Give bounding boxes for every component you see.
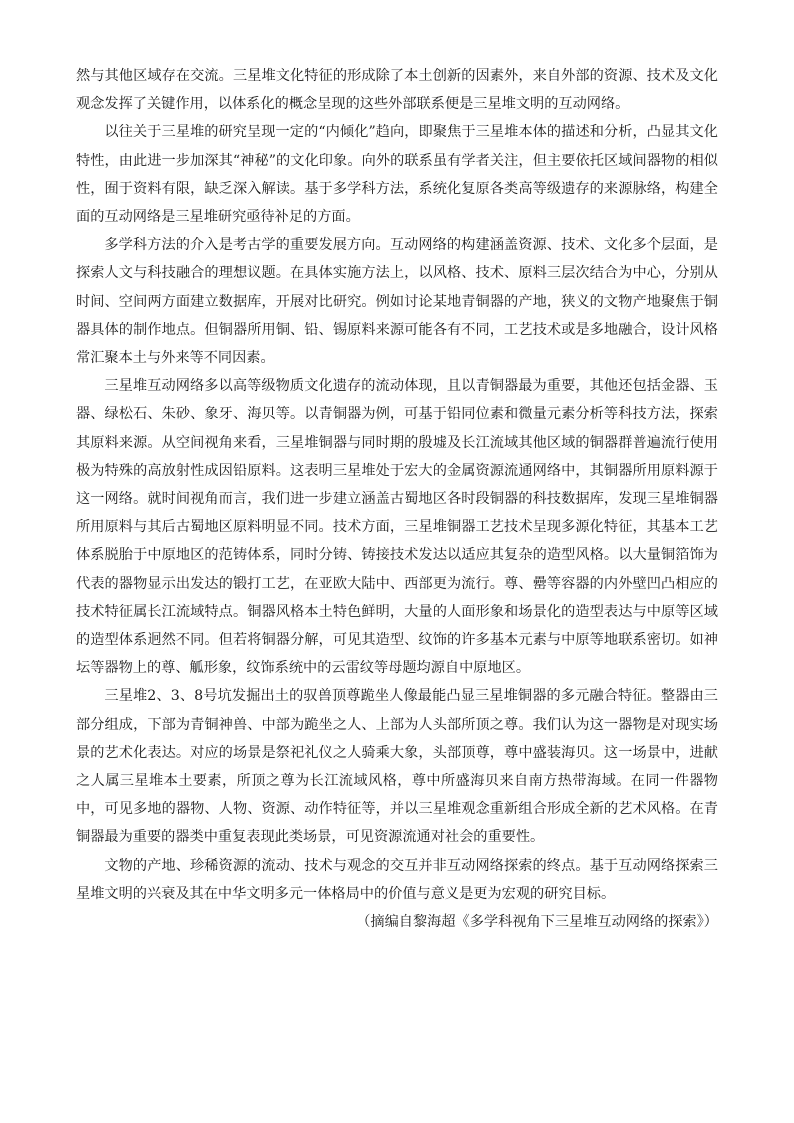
paragraph: 文物的产地、珍稀资源的流动、技术与观念的交互并非互动网络探索的终点。基于互动网络探索三星堆文明的兴衰及其在中华文明多元一体格局中的价值与意义是更为宏观的研究目标。 <box>76 857 718 902</box>
paragraph: 三星堆2、3、8号坑发掘出土的驭兽顶尊跪坐人像最能凸显三星堆铜器的多元融合特征。整器由三部分组成，下部为青铜神兽、中部为跪坐之人、上部为人头部所顶之尊。我们认为这一器物是对现实场景的艺术化表达。对应的场景是祭祀礼仪之人骑乘大象，头部顶尊，尊中盛装海贝。这一场景中，进献之人属三星堆本土要素，所顶之尊为长江流域风格，尊中所盛海贝来自南方热带海域。在同一件器物中，可见多地的器物、人物、资源、动作特征等，并以三星堆观念重新组合形成全新的艺术风格。在青铜器最为重要的器类中重复表现此类场景，可见资源流通对社会的重要性。 <box>76 688 718 846</box>
paragraph: 多学科方法的介入是考古学的重要发展方向。互动网络的构建涵盖资源、技术、文化多个层面，是探索人文与科技融合的理想议题。在具体实施方法上，以风格、技术、原料三层次结合为中心，分别从时间、空间两方面建立数据库，开展对比研究。例如讨论某地青铜器的产地，狭义的文物产地聚焦于铜器具体的制作地点。但铜器所用铜、铅、锡原料来源可能各有不同，工艺技术或是多地融合，设计风格常汇聚本土与外来等不同因素。 <box>76 237 718 367</box>
paragraph: 以往关于三星堆的研究呈现一定的“内倾化”趋向，即聚焦于三星堆本体的描述和分析，凸显其文化特性，由此进一步加深其“神秘”的文化印象。向外的联系虽有学者关注，但主要依托区域间器物的相似性，囿于资料有限，缺乏深入解读。基于多学科方法，系统化复原各类高等级遗存的来源脉络，构建全面的互动网络是三星堆研究亟待补足的方面。 <box>76 124 718 226</box>
paragraph: 三星堆互动网络多以高等级物质文化遗存的流动体现，且以青铜器最为重要，其他还包括金器、玉器、绿松石、朱砂、象牙、海贝等。以青铜器为例，可基于铅同位素和微量元素分析等科技方法，探索其原料来源。从空间视角来看，三星堆铜器与同时期的殷墟及长江流域其他区域的铜器群普遍流行使用极为特殊的高放射性成因铅原料。这表明三星堆处于宏大的金属资源流通网络中，其铜器所用原料源于这一网络。就时间视角而言，我们进一步建立涵盖古蜀地区各时段铜器的科技数据库，发现三星堆铜器所用原料与其后古蜀地区原料明显不同。技术方面，三星堆铜器工艺技术呈现多源化特征，其基本工艺体系脱胎于中原地区的范铸体系，同时分铸、铸接技术发达以适应其复杂的造型风格。以大量铜箔饰为代表的器物显示出发达的锻打工艺，在亚欧大陆中、西部更为流行。尊、罍等容器的内外壁凹凸相应的技术特征属长江流域特点。铜器风格本土特色鲜明，大量的人面形象和场景化的造型表达与中原等区域的造型体系迥然不同。但若将铜器分解，可见其造型、纹饰的许多基本元素与中原等地联系密切。如神坛等器物上的尊、觚形象，纹饰系统中的云雷纹等母题均源自中原地区。 <box>76 378 718 677</box>
source-citation: （摘编自黎海超《多学科视角下三星堆互动网络的探索》） <box>356 914 718 931</box>
paragraph-continued: 然与其他区域存在交流。三星堆文化特征的形成除了本土创新的因素外，来自外部的资源、技术及文化观念发挥了关键作用，以体系化的概念呈现的这些外部联系便是三星堆文明的互动网络。 <box>76 68 718 113</box>
document-body <box>76 62 718 936</box>
